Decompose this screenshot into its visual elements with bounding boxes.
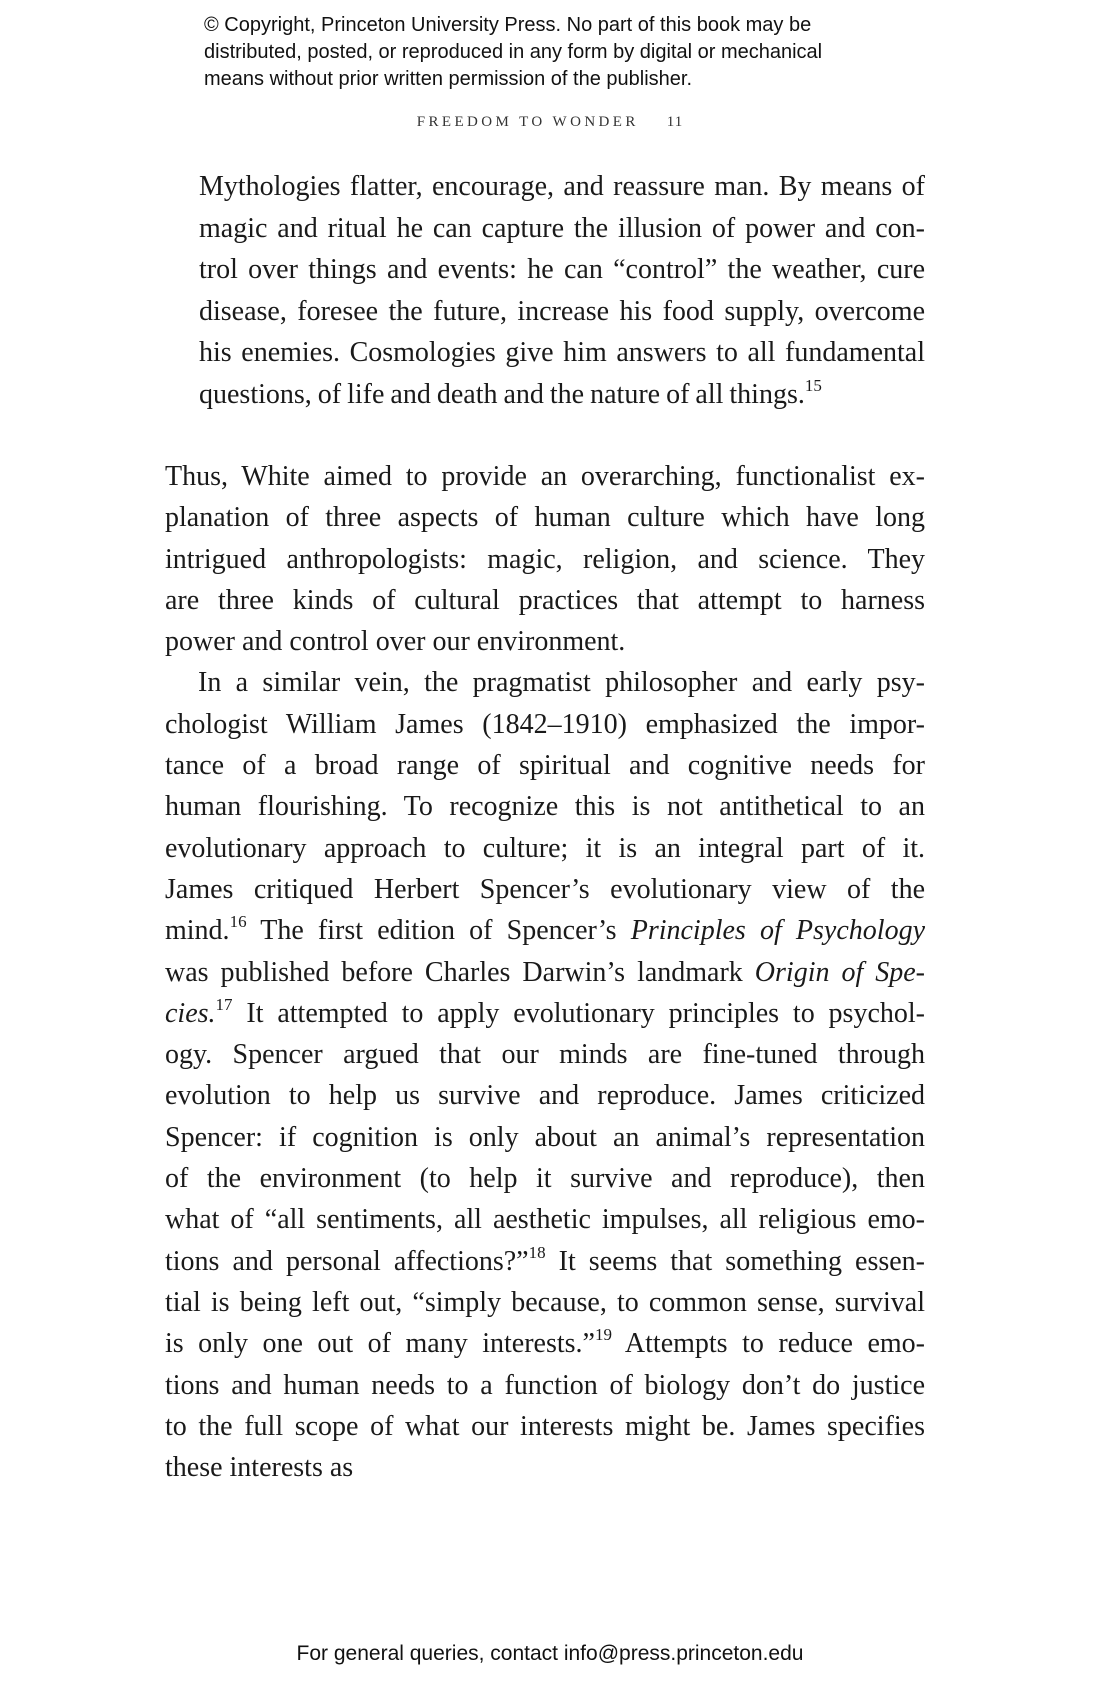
text-line: his enemies. Cosmologies give him answers to all fundamental [199,337,925,368]
text-line: these interests as [165,1452,354,1484]
body-text [165,456,925,1488]
text-line [165,1323,925,1364]
text-line: of the environment (to help it survive and reproduce), then [165,1163,925,1195]
block-quote [199,166,925,415]
text-segment: is only one out of many interests.” [165,1328,595,1360]
book-title: Origin of Spe- [754,956,925,988]
text-line [165,993,925,1034]
text-line: evolution to help us survive and reproduce. James criticized [165,1080,925,1112]
text-segment: mind. [165,915,230,947]
text-line: intrigued anthropologists: magic, religion, and science. They [165,543,925,575]
text-line: human flourishing. To recognize this is not antithetical to an [165,791,925,823]
text-line: evolutionary approach to culture; it is an integral part of it. [165,832,925,864]
text-line: tions and human needs to a function of biology don’t do justice [165,1369,925,1401]
footer-contact: For general queries, contact info@press.princeton.edu [296,1642,804,1665]
text-line: disease, foresee the future, increase his food supply, overcome [199,295,925,327]
text-line [165,1241,925,1282]
text-line: power and control over our environment. [165,626,626,658]
text-line: Spencer: if cognition is only about an animal’s representation [165,1121,925,1153]
text-line: what of “all sentiments, all aesthetic impulses, all religious emo- [165,1204,925,1236]
text-line: are three kinds of cultural practices that attempt to harness [165,584,925,616]
text-line: tance of a broad range of spiritual and cognitive needs for [165,750,925,782]
copyright-notice [204,12,964,93]
text-line: trol over things and events: he can “control” the weather, cure [199,254,925,285]
text-line: James critiqued Herbert Spencer’s evolutionary view of the [165,873,925,905]
copyright-line: © Copyright, Princeton University Press. No part of this book may be [204,14,812,36]
text-line: tial is being left out, “simply because, to common sense, survival [165,1286,925,1318]
text-segment: It seems that something essen- [545,1245,925,1277]
text-line: planation of three aspects of human culture which have long [165,502,925,534]
text-segment: was published before Charles Darwin’s landmark [165,956,755,988]
text-line [165,910,925,951]
text-line: ogy. Spencer argued that our minds are fine-tuned through [165,1039,925,1071]
footnote-ref: 17 [215,994,233,1014]
book-title: cies. [165,997,216,1029]
text-segment: It attempted to apply evolutionary principles to psychol- [232,997,925,1029]
text-line: Thus, White aimed to provide an overarching, functionalist ex- [165,461,925,492]
running-head-title: FREEDOM TO WONDER [416,114,639,130]
text-line: In a similar vein, the pragmatist philosopher and early psy- [198,667,925,699]
text-segment: questions, of life and death and the nature of all things. [199,378,805,410]
footnote-ref: 16 [229,912,247,932]
text-line [165,952,925,993]
text-line: Mythologies flatter, encourage, and reassure man. By means of [199,171,925,202]
footnote-ref: 18 [528,1242,546,1262]
footnote-ref: 15 [804,375,822,395]
page-number: 11 [666,114,684,130]
copyright-line: means without prior written permission of the publisher. [204,68,693,90]
book-title: Principles of Psychology [630,915,925,947]
text-segment: The first edition of Spencer’s [246,915,631,947]
text-line: to the full scope of what our interests might be. James specifies [165,1410,925,1442]
text-segment: Attempts to reduce emo- [611,1328,925,1360]
text-line: magic and ritual he can capture the illusion of power and con- [199,212,925,244]
copyright-line: distributed, posted, or reproduced in any form by digital or mechanical [204,41,823,63]
text-line [199,374,925,416]
text-line: chologist William James (1842–1910) emphasized the impor- [165,708,925,740]
running-head [0,114,1100,131]
footnote-ref: 19 [594,1325,612,1345]
text-segment: tions and personal affections?” [165,1245,529,1277]
